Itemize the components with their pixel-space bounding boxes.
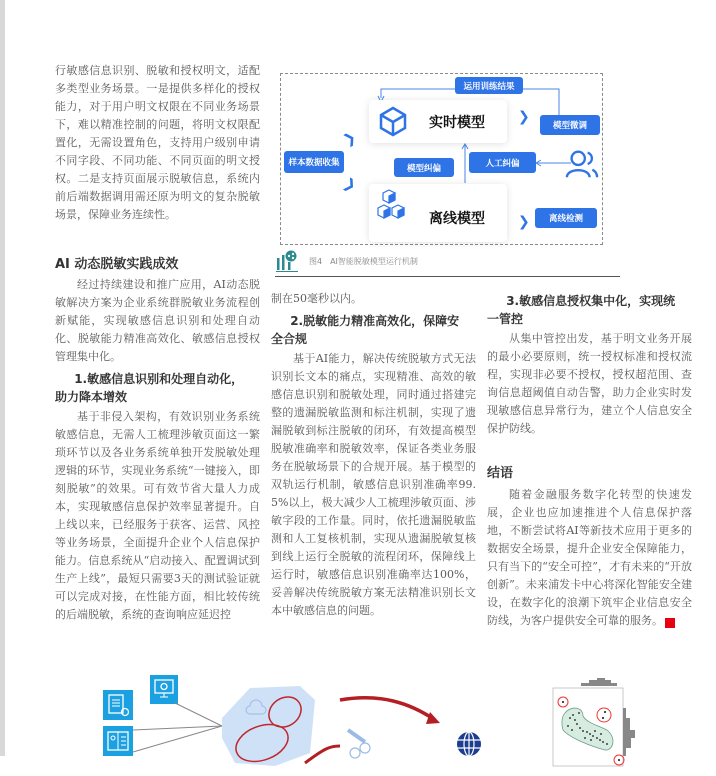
marginal-histogram-top: [575, 678, 617, 686]
chevron-right-icon: ❯: [518, 214, 530, 230]
pill-label: 样本数据收集: [288, 158, 340, 168]
pill-fine-tune: [540, 115, 600, 135]
pill-label: 模型纠偏: [406, 163, 441, 174]
paragraph-text: 基于非侵入架构，有效识别业务系统敏感信息，无需人工梳理涉敏页面这一繁琐环节以及各业务系统单独开发脱敏处理逻辑的环节，实现业务系统“一键接入，即刻脱敏”的效果。可有效节省大量人力成本，实现敏感信息保护效率显著提升。自上线以来，已经服务于获客、运营、风控等业务场景，全面提升企业个人信息保护能力。信息系统从“启动接入、配置调试到生产上线”，最短只需要3天的测试验证就可以完成对接，在性能方面，相比较传统的后端脱敏，系统的查询响应延迟控: [55, 410, 260, 621]
paragraph-text: 行敏感信息识别、脱敏和授权明文，适配多类型业务场景。一是提供多样化的授权能力，对于用户明文权限在不同业务场景下，难以精准控制的问题，将明文权限配置化，无需设置角色，支持用户级别申请不同字段、不同功能、不同页面的明文授权。二是支持页面展示脱敏信息，系统内前后端数据调用需还原为明文的复杂脱敏场景，保障业务连续性。: [55, 64, 260, 221]
bottom-scatter-figure: [535, 668, 645, 772]
platform-hexagon: [222, 686, 315, 766]
paragraph-conclusion: [487, 486, 695, 630]
outlier-circle: [597, 708, 611, 722]
pill-apply-training: [455, 77, 523, 94]
pill-label: 模型微调: [552, 121, 587, 131]
pill-label: 离线检测: [548, 214, 583, 224]
pill-label: 人工纠偏: [485, 158, 520, 169]
chevron-down-right-icon: ❯: [340, 175, 359, 195]
paragraph-body: 随着金融服务数字化转型的快速发展，企业也应加速推进个人信息保护落地，不断尝试将AI等新技术应用于更多的数据安全场景，提升企业安全保障能力，只有当下的“安全可控”，才有未来的“开放创新”。未来浦发卡中心将深化智能安全建设，在数字化的浪潮下筑牢企业信息安全防线，为客户提供安全可靠的服务。: [487, 488, 692, 627]
figure-4-diagram: [280, 73, 603, 245]
paragraph-sub1-tail: [271, 290, 476, 308]
paragraph-text: 从集中管控出发，基于明文业务开展的最小必要原则，统一授权标准和授权流程，实现非必要不授权，授权超范围、查询信息超阈值自动告警，助力企业实时发现敏感信息异常行为，建立个人信息安全保护防线。: [487, 332, 692, 435]
paragraph-sub2: [271, 350, 476, 620]
density-contour: [562, 708, 613, 750]
card-title: 离线模型: [429, 211, 485, 227]
paragraph-text: [487, 486, 695, 630]
subheading-3: [487, 292, 692, 328]
paragraph-text: 基于AI能力，解决传统脱敏方式无法识别长文本的痛点，实现精准、高效的敏感信息识别和脱敏处理，同时通过搭建完整的遗漏脱敏监测和标注机制，实现了遗漏脱敏到标注脱敏的闭环，有效提高模型脱敏准确率和脱敏效率，保证各类业务服务在脱敏场景下的合规开展。基于模型的双轨运行机制，敏感信息识别准确率99.5%以上，极大减少人工梳理涉敏页面、涉敏字段的工作量。同时，依托遗漏脱敏监测和人工复核机制，实现从遗漏脱敏复核到线上运行全脱敏的流程闭环，保障线上运行时，敏感信息识别准确率达100%，妥善解决传统脱敏方案无法精准识别长文本中敏感信息的问题。: [271, 352, 476, 617]
bottom-architecture-figure: [100, 668, 520, 769]
pill-model-correction: [394, 158, 454, 177]
paragraph-intro: [55, 276, 260, 366]
person-icon: [360, 743, 370, 753]
page-gutter: [0, 0, 5, 756]
paragraph-sub1: [55, 408, 260, 624]
person-icon: [350, 748, 360, 758]
pill-sample-collection: [284, 151, 344, 173]
subheading-line: 全合规: [271, 332, 308, 346]
chart-share-icon: [276, 250, 298, 272]
chevron-up-right-icon: ❯: [340, 129, 359, 149]
pill-label: 运用训练结果: [463, 81, 515, 92]
architecture-drawing: [100, 668, 520, 769]
paragraph-authorization-continued: [55, 62, 260, 224]
pointer-arrow-icon: [348, 730, 365, 742]
subheading-line: 3.敏感信息授权集中化，实现统: [506, 294, 676, 308]
chevron-right-icon: ❯: [518, 109, 530, 125]
figure-caption: [275, 250, 620, 277]
pill-manual-correction: [469, 152, 536, 173]
card-realtime-model: [369, 100, 507, 143]
subheading-line: 助力降本增效: [55, 390, 128, 404]
pill-offline-detection: [535, 208, 597, 228]
caption-text: 图4 AI智能脱敏模型运行机制: [309, 257, 418, 266]
subheading-line: 2.脱敏能力精准高效化，保障安: [290, 314, 460, 328]
conclusion-heading: 结语: [487, 466, 514, 481]
subheading-2: [271, 312, 476, 348]
connector-line: [175, 703, 222, 726]
end-mark-icon: ☗: [665, 618, 675, 628]
subheading-1: [55, 370, 260, 406]
subheading-line: 1.敏感信息识别和处理自动化，: [74, 372, 244, 386]
paragraph-sub3: [487, 330, 692, 438]
paragraph-text: 经过持续建设和推广应用，AI动态脱敏解决方案为企业系统群脱敏业务流程创新赋能，实现敏感信息识别和处理自动化、脱敏能力精准高效化、敏感信息授权管理集中化。: [55, 278, 260, 363]
subheading-line: 一管控: [487, 312, 524, 326]
cubes-icon: [377, 188, 411, 222]
section-heading: AI 动态脱敏实践成效: [55, 257, 179, 272]
card-offline-model: [369, 184, 507, 242]
cube-icon: [379, 106, 407, 137]
users-icon: [565, 148, 599, 180]
paragraph-text: 制在50毫秒以内。: [271, 292, 362, 305]
card-title: 实时模型: [429, 115, 485, 131]
scatter-drawing: [535, 668, 645, 772]
marginal-histogram-right: [623, 708, 635, 756]
globe-icon: [457, 732, 481, 756]
red-arrow: [340, 698, 435, 720]
